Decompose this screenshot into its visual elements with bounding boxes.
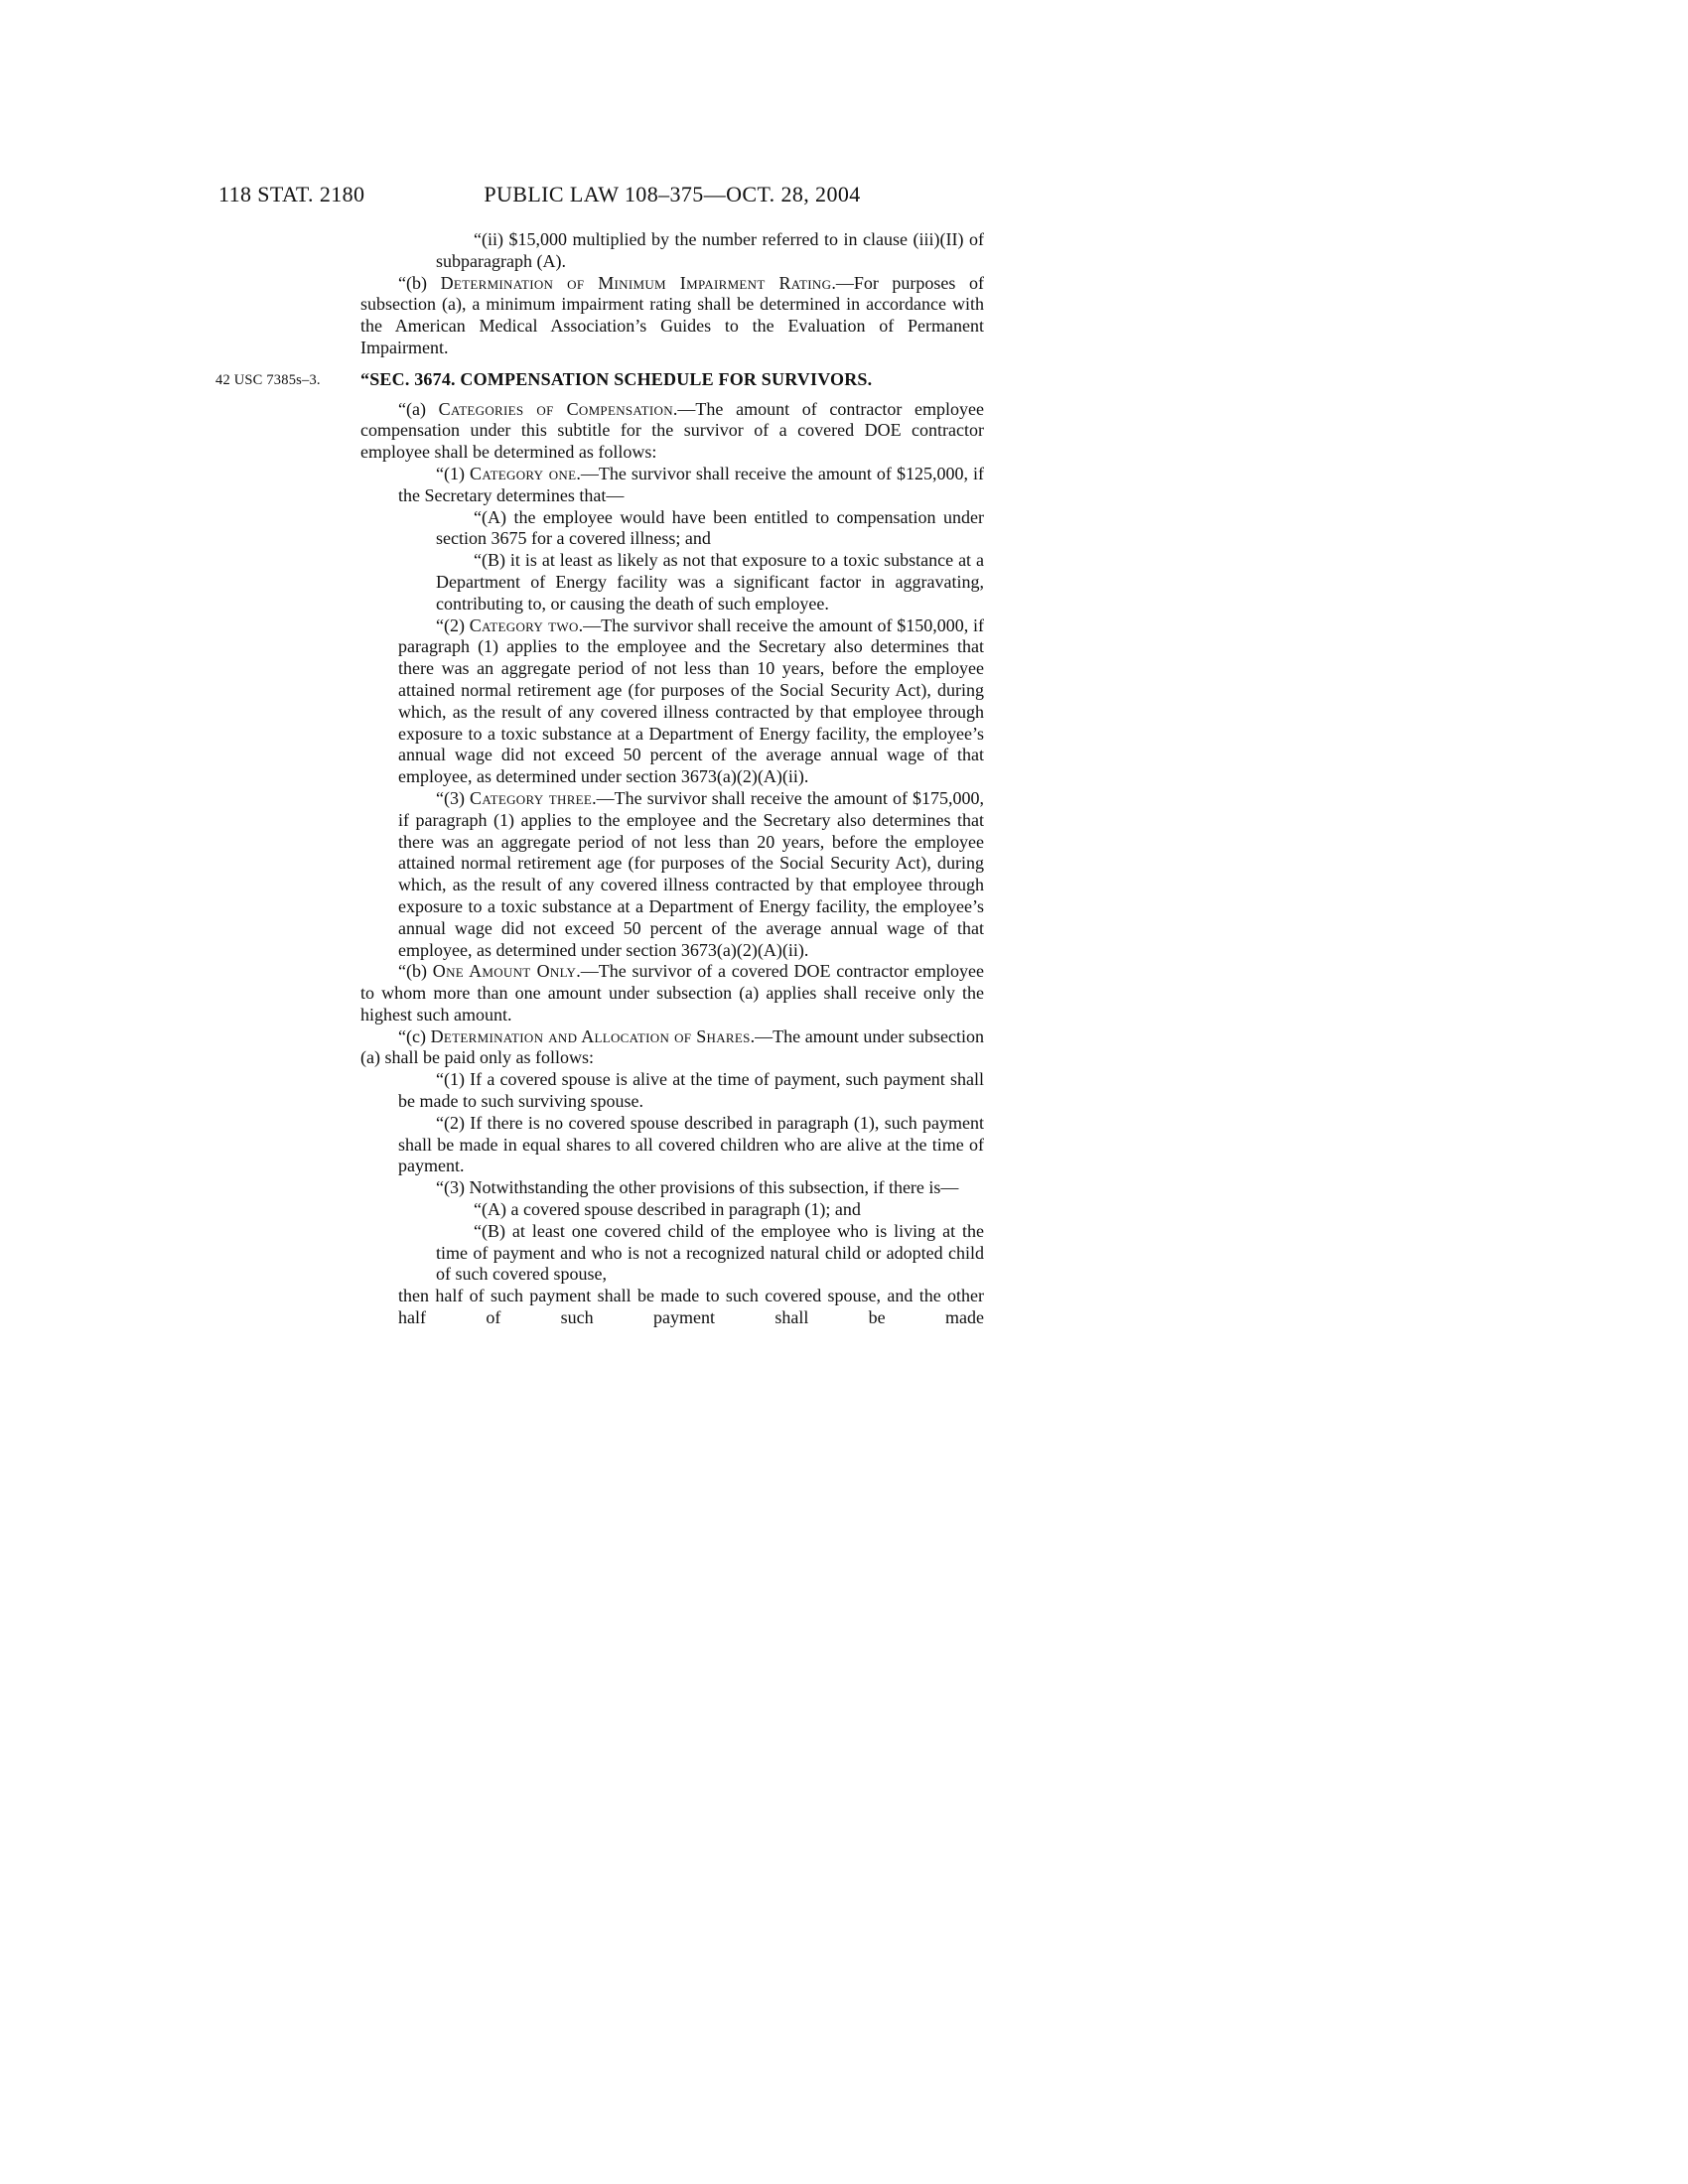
text-segment: “(B) at least one covered child of the employee who is living at the time of payment and who is not a recognized natural child or adopted child of such covered spouse, bbox=[436, 1220, 984, 1285]
text-segment: “SEC. 3674. COMPENSATION SCHEDULE FOR SURVIVORS. bbox=[360, 368, 873, 389]
text-segment: “(3) bbox=[436, 787, 471, 808]
text-segment: .—The survivor shall receive the amount of $150,000, if paragraph (1) applies to the employee and the Secretary also determines that there was an aggregate period of not less than 10 years, before the employee attained normal retirement age (for purposes of the Social Security Act), during which, as the result of any covered illness contracted by that employee through exposure to a toxic substance at a Department of Energy facility, the employee’s annual wage did not exceed 50 percent of the average annual wage of that employee, as determined under section 3673(a)(2)(A)(ii). bbox=[398, 614, 985, 787]
text-segment: “(1) bbox=[436, 463, 471, 483]
text-segment: “(ii) $15,000 multiplied by the number referred to in clause (iii)(II) of subparagraph (A). bbox=[436, 229, 984, 271]
statute-paragraph bbox=[398, 788, 984, 961]
statute-paragraph bbox=[436, 229, 984, 273]
statute-paragraph bbox=[360, 961, 984, 1025]
text-segment: “(b) bbox=[398, 961, 433, 982]
text-column bbox=[215, 229, 985, 1329]
text-segment: “(b) bbox=[398, 272, 441, 293]
statute-paragraph bbox=[436, 1199, 984, 1221]
text-segment: .—For purposes of subsection (a), a minimum impairment rating shall be determined in accordance with the American Medical Association’s Guides to the Evaluation of Permanent Impairment. bbox=[360, 272, 984, 357]
text-segment: .—The amount under subsection (a) shall be paid only as follows: bbox=[360, 1025, 985, 1068]
text-segment: then half of such payment shall be made to such covered spouse, and the other half of such payment shall be made bbox=[398, 1286, 984, 1328]
text-segment: .—The survivor shall receive the amount of $175,000, if paragraph (1) applies to the employee and the Secretary also determines that there was an aggregate period of not less than 20 years, before the employee attained normal retirement age (for purposes of the Social Security Act), during which, as the result of any covered illness contracted by that employee through exposure to a toxic substance at a Department of Energy facility, the employee’s annual wage did not exceed 50 percent of the average annual wage of that employee, as determined under section 3673(a)(2)(A)(ii). bbox=[398, 787, 984, 960]
text-segment: “(c) bbox=[398, 1025, 431, 1046]
smallcaps-segment: One Amount Only bbox=[432, 961, 577, 982]
stat-page-number: 118 STAT. 2180 bbox=[218, 182, 365, 206]
text-segment: “(a) bbox=[398, 398, 439, 419]
text-segment: “(A) the employee would have been entitled to compensation under section 3675 for a covered illness; and bbox=[436, 506, 984, 549]
statute-paragraph bbox=[398, 1177, 984, 1199]
text-segment: “(2) If there is no covered spouse described in paragraph (1), such payment shall be made in equal shares to all covered children who are alive at the time of payment. bbox=[398, 1112, 984, 1176]
statute-paragraph bbox=[436, 1221, 984, 1286]
statute-paragraph bbox=[398, 1069, 984, 1113]
text-segment: “(1) If a covered spouse is alive at the time of payment, such payment shall be made to such surviving spouse. bbox=[398, 1069, 984, 1112]
page-header bbox=[0, 182, 1688, 211]
statute-paragraph bbox=[360, 273, 984, 359]
smallcaps-segment: Determination of Minimum Impairment Rating bbox=[440, 272, 832, 293]
text-segment: .—The amount of contractor employee compensation under this subtitle for the survivor of a covered DOE contractor employee shall be determined as follows: bbox=[360, 398, 984, 463]
statute-paragraph bbox=[436, 550, 984, 614]
text-segment: “(A) a covered spouse described in paragraph (1); and bbox=[474, 1199, 861, 1220]
statute-paragraph bbox=[398, 615, 984, 788]
statute-paragraph bbox=[398, 1113, 984, 1177]
section-heading bbox=[215, 368, 984, 391]
text-segment: .—The survivor of a covered DOE contractor employee to whom more than one amount under subsection (a) applies shall receive only the highest such amount. bbox=[360, 961, 984, 1024]
statute-paragraph bbox=[398, 464, 984, 507]
statute-paragraph bbox=[398, 1286, 984, 1329]
law-title: PUBLIC LAW 108–375—OCT. 28, 2004 bbox=[484, 182, 861, 206]
smallcaps-segment: Category two bbox=[469, 614, 579, 635]
statute-paragraph bbox=[360, 399, 984, 464]
statute-paragraph bbox=[436, 507, 984, 551]
text-segment: .—The survivor shall receive the amount of $125,000, if the Secretary determines that— bbox=[398, 463, 984, 505]
text-segment: “(3) Notwithstanding the other provisions of this subsection, if there is— bbox=[436, 1177, 959, 1198]
smallcaps-segment: Category three bbox=[470, 787, 593, 808]
text-segment: “(B) it is at least as likely as not that exposure to a toxic substance at a Department of Energy facility was a significant factor in aggravating, contributing to, or causing the death of such employee. bbox=[436, 550, 984, 614]
smallcaps-segment: Determination and Allocation of Shares bbox=[430, 1025, 751, 1046]
margin-note-usc-citation: 42 USC 7385s–3. bbox=[215, 371, 321, 388]
text-segment: “(2) bbox=[436, 614, 470, 635]
smallcaps-segment: Categories of Compensation bbox=[438, 398, 673, 419]
statute-paragraph bbox=[360, 1026, 984, 1070]
smallcaps-segment: Category one bbox=[470, 463, 577, 483]
